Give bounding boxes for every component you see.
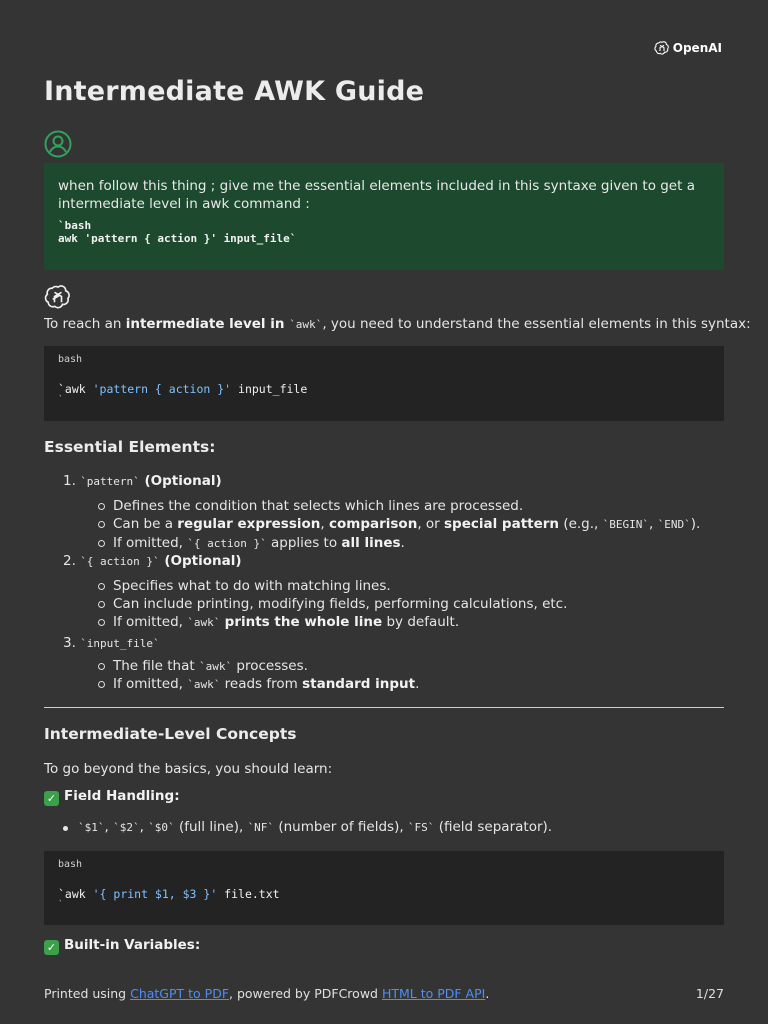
footer-text: , powered by PDFCrowd [229,986,382,1001]
sub-text: . [400,535,405,551]
code-suffix: input_file [231,382,308,396]
intro-paragraph [44,316,751,332]
code-trailing-tick: ` [58,900,64,910]
item-code: `{ action }` [80,555,160,568]
item-label: (Optional) [159,553,242,569]
sub-code: `NF` [247,821,275,834]
sub-text: , [104,819,114,835]
code-content [58,887,710,901]
code-language-label: bash [58,354,83,365]
sub-text: processes. [232,658,308,674]
builtin-variables-label: Built-in Variables: [64,937,201,953]
sub-text: Can be a [113,516,178,532]
field-handling-label: Field Handling: [64,788,180,804]
builtin-variables-heading [44,937,200,955]
sub-bold: all lines [341,535,401,551]
user-code-line-1: `bash [58,219,92,232]
list-item [63,635,160,651]
sub-bold: standard input [302,676,416,692]
sub-text: Can include printing, modifying fields, performing calculations, etc. [113,596,568,612]
sub-text: by default. [382,614,460,630]
sub-list-item [113,658,308,674]
sub-code: `FS` [407,821,435,834]
openai-brand [654,40,722,56]
brand-label: OpenAI [672,41,722,55]
bullet-icon [98,619,105,626]
openai-logo-icon [654,40,670,56]
sub-list-item [113,596,567,612]
item-code: `pattern` [80,475,140,488]
sub-text: reads from [220,676,303,692]
footer [44,986,489,1001]
sub-list-item [113,578,391,594]
bullet-icon [98,663,105,670]
bullet-icon [98,521,105,528]
sub-text: If omitted, [113,614,188,630]
sub-bold: special pattern [444,516,560,532]
list-item [63,473,222,489]
field-handling-heading [44,788,180,806]
sub-text: ). [690,516,701,532]
essential-heading: Essential Elements: [44,438,216,456]
bullet-icon [98,601,105,608]
intro-post: , you need to understand the essential elements in this syntax: [322,316,751,332]
sub-text: (number of fields), [274,819,408,835]
sub-list-item [113,498,523,514]
sub-text: applies to [266,535,342,551]
intro-pre: To reach an [44,316,126,332]
page-number: 1/27 [695,986,724,1001]
bullet-icon [63,826,68,831]
sub-text: , or [417,516,444,532]
user-code-line-2: awk 'pattern { action }' input_file` [58,232,297,245]
check-mark-icon: ✓ [44,791,59,806]
sub-text: (field separator). [434,819,553,835]
item-label: (Optional) [139,473,222,489]
sub-code: `{ action }` [187,537,267,550]
code-prefix: `awk [58,887,93,901]
sub-bold: comparison [328,516,418,532]
sub-bold: prints the whole line [224,614,383,630]
sub-text: Specifies what to do with matching lines. [113,578,391,594]
chatgpt-logo-icon [44,283,72,311]
footer-text: . [485,986,490,1001]
sub-code: `$1` [78,821,105,834]
intermediate-lead: To go beyond the basics, you should learn: [44,761,333,777]
sub-code: `$0` [148,821,175,834]
item-number: 2. [63,553,76,569]
item-code: `input_file` [80,637,160,650]
sub-code: `END` [657,518,691,531]
code-string: 'pattern { action }' [92,382,232,396]
sub-text: If omitted, [113,676,188,692]
sub-text: , [649,516,658,532]
page-title: Intermediate AWK Guide [44,76,425,107]
user-message [44,163,724,270]
sub-text: , [320,516,329,532]
item-number: 1. [63,473,76,489]
code-block [44,851,724,925]
sub-text: (e.g., [559,516,603,532]
sub-code: `$2` [113,821,140,834]
sub-text: . [415,676,420,692]
code-trailing-tick: ` [58,395,64,405]
sub-code: `BEGIN` [602,518,649,531]
sub-list-item [113,516,700,532]
user-message-text: when follow this thing ; give me the essential elements included in this syntaxe given to get a intermediate level in awk command : [58,178,695,212]
user-avatar-icon [44,130,72,158]
code-suffix: file.txt [217,887,280,901]
section-divider [44,707,724,708]
sub-text: (full line), [174,819,248,835]
sub-code: `awk` [198,660,233,673]
bullet-icon [98,681,105,688]
bullet-icon [98,503,105,510]
sub-code: `awk` [187,678,221,691]
footer-text: Printed using [44,986,131,1001]
sub-text: Defines the condition that selects which lines are processed. [113,498,524,514]
code-block [44,346,724,421]
chatgpt-to-pdf-link[interactable]: ChatGPT to PDF [130,986,230,1001]
code-content [58,382,710,396]
bullet-icon [98,583,105,590]
sub-bold: regular expression [177,516,321,532]
item-number: 3. [63,635,76,651]
list-item [63,553,242,569]
sub-text: If omitted, [113,535,188,551]
html-to-pdf-api-link[interactable]: HTML to PDF API [381,986,486,1001]
sub-code: `awk` [187,616,221,629]
sub-list-item [113,614,459,630]
list-item [78,819,552,835]
sub-list-item [113,535,405,551]
user-message-code [58,219,710,245]
sub-text: , [139,819,149,835]
intermediate-heading: Intermediate-Level Concepts [44,725,297,743]
intro-bold: intermediate level in [125,316,290,332]
check-mark-icon: ✓ [44,940,59,955]
code-prefix: `awk [58,382,93,396]
code-language-label: bash [58,859,83,870]
sub-text: The file that [113,658,199,674]
intro-code: `awk` [289,318,323,331]
bullet-icon [98,540,105,547]
sub-list-item [113,676,419,692]
code-string: '{ print $1, $3 }' [92,887,218,901]
